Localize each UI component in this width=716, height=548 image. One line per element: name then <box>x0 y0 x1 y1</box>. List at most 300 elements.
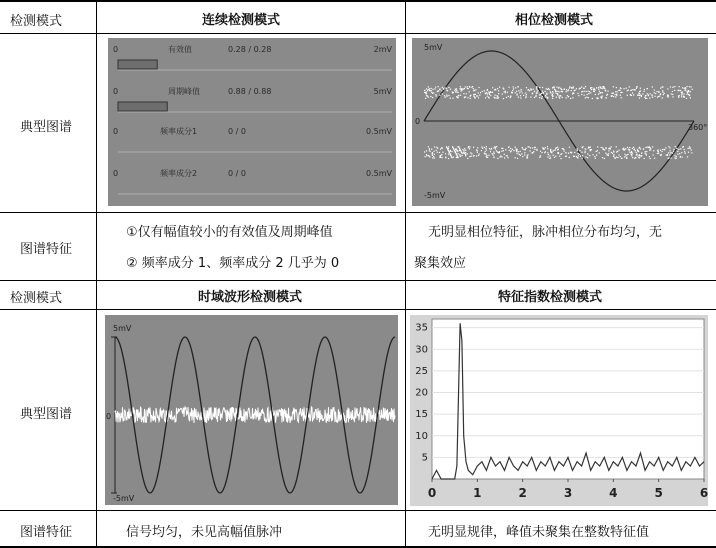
phase-pulse-dot <box>516 150 517 151</box>
continuous-row-max: 5mV <box>373 87 392 96</box>
phase-pulse-dot <box>589 91 590 92</box>
phase-pulse-dot <box>547 156 548 157</box>
phase-pulse-dot <box>645 98 646 99</box>
phase-pulse-dot <box>467 97 468 98</box>
phase-pulse-dot <box>432 89 433 90</box>
phase-pulse-dot <box>630 152 631 153</box>
phase-pulse-dot <box>458 95 459 96</box>
phase-pulse-dot <box>582 147 583 148</box>
phase-pulse-dot <box>548 154 549 155</box>
phase-pulse-dot <box>611 152 612 153</box>
phase-pulse-dot <box>460 156 461 157</box>
phase-pulse-dot <box>458 157 459 158</box>
phase-pulse-dot <box>570 152 571 153</box>
header-time-domain-mode: 时域波形检测模式 <box>198 290 303 305</box>
phase-pulse-dot <box>536 89 537 90</box>
phase-pulse-dot <box>461 152 462 153</box>
phase-pulse-dot <box>680 90 681 91</box>
phase-pulse-dot <box>536 150 537 151</box>
phase-pulse-dot <box>508 147 509 148</box>
phase-pulse-dot <box>601 147 602 148</box>
phase-pulse-dot <box>456 149 457 150</box>
phase-pulse-dot <box>532 152 533 153</box>
continuous-feature-line1: ①仅有幅值较小的有效值及周期峰值 <box>126 225 333 240</box>
phase-pulse-dot <box>677 154 678 155</box>
phase-pulse-dot <box>680 156 681 157</box>
phase-pulse-dot <box>631 154 632 155</box>
phase-pulse-dot <box>492 92 493 93</box>
phase-pulse-dot <box>671 152 672 153</box>
phase-pulse-dot <box>625 148 626 149</box>
feature-xtick-label: 2 <box>518 486 527 500</box>
phase-pulse-dot <box>439 157 440 158</box>
phase-pulse-dot <box>618 154 619 155</box>
phase-pulse-dot <box>582 158 583 159</box>
phase-pulse-dot <box>555 149 556 150</box>
phase-yzero-label: 0 <box>415 117 421 126</box>
phase-pulse-dot <box>528 146 529 147</box>
phase-pulse-dot <box>617 157 618 158</box>
phase-pulse-dot <box>493 151 494 152</box>
phase-pulse-dot <box>442 87 443 88</box>
phase-pulse-dot <box>611 146 612 147</box>
phase-pulse-dot <box>617 151 618 152</box>
phase-pulse-dot <box>469 146 470 147</box>
phase-pulse-dot <box>542 87 543 88</box>
phase-pulse-dot <box>436 95 437 96</box>
phase-pulse-dot <box>539 87 540 88</box>
phase-pulse-dot <box>494 97 495 98</box>
phase-pulse-dot <box>605 153 606 154</box>
phase-pulse-dot <box>510 96 511 97</box>
phase-pulse-dot <box>608 150 609 151</box>
phase-pulse-dot <box>497 97 498 98</box>
phase-pulse-dot <box>640 155 641 156</box>
phase-pulse-dot <box>450 155 451 156</box>
header-phase-mode: 相位检测模式 <box>515 13 594 28</box>
phase-pulse-dot <box>516 91 517 92</box>
phase-pulse-dot <box>688 91 689 92</box>
phase-pulse-dot <box>564 88 565 89</box>
phase-pulse-dot <box>494 95 495 96</box>
phase-pulse-dot <box>451 151 452 152</box>
phase-pulse-dot <box>499 87 500 88</box>
phase-pulse-dot <box>439 95 440 96</box>
phase-pulse-dot <box>636 88 637 89</box>
phase-pulse-dot <box>682 93 683 94</box>
feature-ytick-label: 15 <box>415 409 428 421</box>
phase-pulse-dot <box>586 94 587 95</box>
phase-pulse-dot <box>472 86 473 87</box>
feature-ytick-label: 25 <box>415 365 428 377</box>
phase-pulse-dot <box>655 93 656 94</box>
phase-pulse-dot <box>601 88 602 89</box>
phase-pulse-dot <box>648 147 649 148</box>
phase-pulse-dot <box>647 93 648 94</box>
phase-pulse-dot <box>644 89 645 90</box>
phase-pulse-dot <box>478 97 479 98</box>
phase-pulse-dot <box>613 86 614 87</box>
row-divider <box>0 280 716 281</box>
phase-pulse-dot <box>515 147 516 148</box>
phase-pulse-dot <box>526 155 527 156</box>
phase-pulse-dot <box>672 94 673 95</box>
phase-pulse-dot <box>616 94 617 95</box>
phase-pulse-dot <box>505 91 506 92</box>
phase-pulse-dot <box>634 148 635 149</box>
phase-pulse-dot <box>600 96 601 97</box>
phase-pulse-dot <box>465 96 466 97</box>
phase-pulse-dot <box>588 147 589 148</box>
phase-pulse-dot <box>689 94 690 95</box>
phase-pulse-dot <box>616 146 617 147</box>
phase-pulse-dot <box>489 148 490 149</box>
phase-pulse-dot <box>686 94 687 95</box>
phase-pulse-dot <box>445 97 446 98</box>
phase-pulse-dot <box>522 147 523 148</box>
phase-pulse-dot <box>637 150 638 151</box>
phase-pulse-dot <box>579 154 580 155</box>
phase-pulse-dot <box>605 90 606 91</box>
phase-pulse-dot <box>619 90 620 91</box>
phase-pulse-dot <box>467 158 468 159</box>
phase-pulse-dot <box>573 92 574 93</box>
phase-pulse-dot <box>598 89 599 90</box>
phase-pulse-dot <box>550 151 551 152</box>
phase-pulse-dot <box>485 93 486 94</box>
phase-pulse-dot <box>428 155 429 156</box>
phase-pulse-dot <box>674 90 675 91</box>
phase-pulse-dot <box>662 90 663 91</box>
phase-pulse-dot <box>649 150 650 151</box>
phase-pulse-dot <box>669 147 670 148</box>
phase-pulse-dot <box>490 151 491 152</box>
phase-pulse-dot <box>490 95 491 96</box>
phase-pulse-dot <box>608 155 609 156</box>
phase-pulse-dot <box>440 155 441 156</box>
phase-pulse-dot <box>485 97 486 98</box>
phase-pulse-dot <box>672 87 673 88</box>
phase-pulse-dot <box>596 87 597 88</box>
phase-pulse-dot <box>497 158 498 159</box>
phase-pulse-dot <box>646 154 647 155</box>
feature-xtick-label: 3 <box>563 486 573 500</box>
phase-pulse-dot <box>555 156 556 157</box>
phase-pulse-dot <box>681 96 682 97</box>
phase-pulse-dot <box>684 88 685 89</box>
phase-pulse-dot <box>582 155 583 156</box>
phase-pulse-dot <box>476 155 477 156</box>
phase-pulse-dot <box>618 90 619 91</box>
phase-pulse-dot <box>498 90 499 91</box>
phase-pulse-dot <box>429 148 430 149</box>
phase-pulse-dot <box>525 149 526 150</box>
phase-pulse-dot <box>615 96 616 97</box>
phase-pulse-dot <box>686 90 687 91</box>
phase-pulse-dot <box>587 153 588 154</box>
phase-pulse-dot <box>671 93 672 94</box>
phase-pulse-dot <box>509 150 510 151</box>
phase-pulse-dot <box>639 95 640 96</box>
phase-pulse-dot <box>616 95 617 96</box>
phase-pulse-dot <box>501 151 502 152</box>
phase-pulse-dot <box>459 148 460 149</box>
phase-pulse-dot <box>501 156 502 157</box>
phase-pulse-dot <box>686 98 687 99</box>
phase-pulse-dot <box>559 155 560 156</box>
phase-pulse-dot <box>578 95 579 96</box>
phase-pulse-dot <box>555 148 556 149</box>
phase-pulse-dot <box>556 87 557 88</box>
phase-pulse-dot <box>493 157 494 158</box>
continuous-row-bar <box>118 60 157 69</box>
phase-pulse-dot <box>426 154 427 155</box>
phase-pulse-dot <box>547 152 548 153</box>
phase-pulse-dot <box>588 97 589 98</box>
phase-pulse-dot <box>438 90 439 91</box>
phase-pulse-dot <box>666 154 667 155</box>
phase-pulse-dot <box>473 95 474 96</box>
phase-pulse-dot <box>435 94 436 95</box>
phase-pulse-dot <box>539 97 540 98</box>
phase-pulse-dot <box>593 89 594 90</box>
phase-pulse-dot <box>613 154 614 155</box>
phase-pulse-dot <box>484 153 485 154</box>
phase-pulse-dot <box>474 94 475 95</box>
phase-pulse-dot <box>529 90 530 91</box>
phase-pulse-dot <box>691 149 692 150</box>
phase-pulse-dot <box>490 91 491 92</box>
phase-pulse-dot <box>455 151 456 152</box>
phase-pulse-dot <box>690 86 691 87</box>
phase-pulse-dot <box>532 93 533 94</box>
phase-pulse-dot <box>534 91 535 92</box>
phase-pulse-dot <box>647 88 648 89</box>
phase-pulse-dot <box>448 158 449 159</box>
phase-pulse-dot <box>479 153 480 154</box>
phase-pulse-dot <box>544 91 545 92</box>
phase-pulse-dot <box>558 153 559 154</box>
phase-pulse-dot <box>448 150 449 151</box>
phase-pulse-dot <box>596 155 597 156</box>
phase-pulse-dot <box>497 151 498 152</box>
phase-pulse-dot <box>585 97 586 98</box>
phase-pulse-dot <box>663 149 664 150</box>
phase-pulse-dot <box>681 92 682 93</box>
phase-pulse-dot <box>607 94 608 95</box>
feature-ytick-label: 5 <box>421 452 428 464</box>
phase-pulse-dot <box>654 89 655 90</box>
phase-pulse-dot <box>527 89 528 90</box>
phase-pulse-dot <box>667 155 668 156</box>
phase-pulse-dot <box>581 94 582 95</box>
row-divider <box>0 510 716 511</box>
phase-pulse-dot <box>612 153 613 154</box>
phase-pulse-dot <box>479 95 480 96</box>
table-top-border <box>0 0 716 2</box>
phase-pulse-dot <box>577 93 578 94</box>
phase-pulse-dot <box>562 148 563 149</box>
phase-pulse-dot <box>517 94 518 95</box>
continuous-row-max: 2mV <box>373 45 392 54</box>
phase-pulse-dot <box>661 151 662 152</box>
phase-pulse-dot <box>603 149 604 150</box>
phase-pulse-dot <box>452 92 453 93</box>
phase-pulse-dot <box>488 97 489 98</box>
feature-plot-area <box>432 319 704 479</box>
phase-pulse-dot <box>554 157 555 158</box>
phase-pulse-dot <box>663 94 664 95</box>
phase-pulse-dot <box>512 149 513 150</box>
phase-pulse-dot <box>443 89 444 90</box>
phase-pulse-dot <box>477 147 478 148</box>
phase-pulse-dot <box>517 158 518 159</box>
phase-pulse-dot <box>543 93 544 94</box>
phase-pulse-dot <box>520 151 521 152</box>
phase-pulse-dot <box>498 93 499 94</box>
phase-pulse-dot <box>678 149 679 150</box>
phase-pulse-dot <box>458 147 459 148</box>
time-domain-feature: 信号均匀，未见高幅值脉冲 <box>126 525 283 540</box>
phase-pulse-dot <box>613 150 614 151</box>
phase-pulse-dot <box>657 97 658 98</box>
phase-pulse-dot <box>630 90 631 91</box>
header-feature-index-mode: 特征指数检测模式 <box>498 290 603 305</box>
phase-pulse-dot <box>495 97 496 98</box>
phase-pulse-dot <box>662 92 663 93</box>
phase-pulse-dot <box>426 95 427 96</box>
phase-pulse-dot <box>649 97 650 98</box>
phase-pulse-dot <box>460 150 461 151</box>
phase-pulse-dot <box>497 88 498 89</box>
phase-pulse-dot <box>623 150 624 151</box>
phase-pulse-dot <box>424 92 425 93</box>
phase-pulse-dot <box>440 149 441 150</box>
phase-pulse-dot <box>463 93 464 94</box>
phase-pulse-dot <box>603 86 604 87</box>
phase-pulse-dot <box>434 154 435 155</box>
phase-pulse-dot <box>463 89 464 90</box>
phase-pulse-dot <box>662 86 663 87</box>
phase-pulse-dot <box>556 97 557 98</box>
phase-pulse-dot <box>432 97 433 98</box>
continuous-row-max: 0.5mV <box>366 127 392 136</box>
phase-pulse-dot <box>486 155 487 156</box>
continuous-row-zero: 0 <box>113 127 119 136</box>
phase-pulse-dot <box>632 148 633 149</box>
phase-pulse-dot <box>670 157 671 158</box>
header-continuous-mode: 连续检测模式 <box>202 13 281 28</box>
time-domain-plot <box>105 315 398 505</box>
phase-pulse-dot <box>459 88 460 89</box>
phase-pulse-dot <box>530 88 531 89</box>
continuous-row-value: 0 / 0 <box>228 169 246 178</box>
phase-pulse-dot <box>595 89 596 90</box>
phase-pulse-dot <box>621 158 622 159</box>
phase-pulse-dot <box>431 90 432 91</box>
phase-pulse-dot <box>668 158 669 159</box>
phase-pulse-dot <box>442 93 443 94</box>
phase-pulse-dot <box>577 148 578 149</box>
phase-pulse-dot <box>688 152 689 153</box>
phase-pulse-dot <box>429 151 430 152</box>
phase-pulse-dot <box>524 154 525 155</box>
phase-pulse-dot <box>637 155 638 156</box>
phase-pulse-dot <box>684 149 685 150</box>
phase-pulse-dot <box>465 152 466 153</box>
phase-pulse-dot <box>595 94 596 95</box>
phase-pulse-dot <box>547 146 548 147</box>
phase-pulse-dot <box>632 157 633 158</box>
phase-pulse-dot <box>542 96 543 97</box>
phase-pulse-dot <box>545 95 546 96</box>
phase-pulse-dot <box>515 92 516 93</box>
phase-pulse-dot <box>445 157 446 158</box>
phase-pulse-dot <box>448 95 449 96</box>
phase-pulse-dot <box>473 147 474 148</box>
phase-pulse-dot <box>540 151 541 152</box>
phase-pulse-dot <box>454 150 455 151</box>
phase-pulse-dot <box>612 93 613 94</box>
phase-pulse-dot <box>654 158 655 159</box>
phase-pulse-dot <box>685 90 686 91</box>
phase-pulse-dot <box>672 96 673 97</box>
phase-pulse-dot <box>424 90 425 91</box>
phase-pulse-dot <box>635 157 636 158</box>
phase-pulse-dot <box>560 95 561 96</box>
phase-pulse-dot <box>645 147 646 148</box>
phase-pulse-dot <box>508 87 509 88</box>
phase-pulse-dot <box>668 152 669 153</box>
phase-pulse-dot <box>494 89 495 90</box>
phase-pulse-dot <box>428 86 429 87</box>
phase-pulse-dot <box>541 92 542 93</box>
continuous-row-value: 0.28 / 0.28 <box>228 45 272 54</box>
phase-pulse-dot <box>632 152 633 153</box>
phase-pulse-dot <box>675 146 676 147</box>
feature-index-feature: 无明显规律，峰值未聚集在整数特征值 <box>428 525 650 540</box>
phase-pulse-dot <box>567 90 568 91</box>
phase-pulse-dot <box>484 147 485 148</box>
column-divider <box>405 0 406 548</box>
phase-pulse-dot <box>448 154 449 155</box>
phase-pulse-dot <box>674 86 675 87</box>
phase-pulse-dot <box>476 95 477 96</box>
phase-pulse-dot <box>504 157 505 158</box>
phase-pulse-dot <box>670 86 671 87</box>
phase-pulse-dot <box>573 86 574 87</box>
phase-pulse-dot <box>678 97 679 98</box>
phase-pulse-dot <box>631 152 632 153</box>
phase-pulse-dot <box>460 86 461 87</box>
phase-pulse-dot <box>656 91 657 92</box>
phase-pulse-dot <box>654 96 655 97</box>
phase-pulse-dot <box>478 92 479 93</box>
continuous-row-name: 有效值 <box>168 45 192 54</box>
phase-pulse-dot <box>520 91 521 92</box>
phase-pulse-dot <box>504 154 505 155</box>
row-label-typical-spectrum-2: 典型图谱 <box>20 407 73 422</box>
phase-pulse-dot <box>437 148 438 149</box>
phase-pulse-dot <box>532 147 533 148</box>
phase-pulse-dot <box>585 86 586 87</box>
phase-pulse-dot <box>454 90 455 91</box>
phase-pulse-dot <box>477 95 478 96</box>
phase-pulse-dot <box>473 90 474 91</box>
phase-pulse-dot <box>546 94 547 95</box>
phase-pulse-dot <box>607 91 608 92</box>
phase-pulse-dot <box>526 96 527 97</box>
